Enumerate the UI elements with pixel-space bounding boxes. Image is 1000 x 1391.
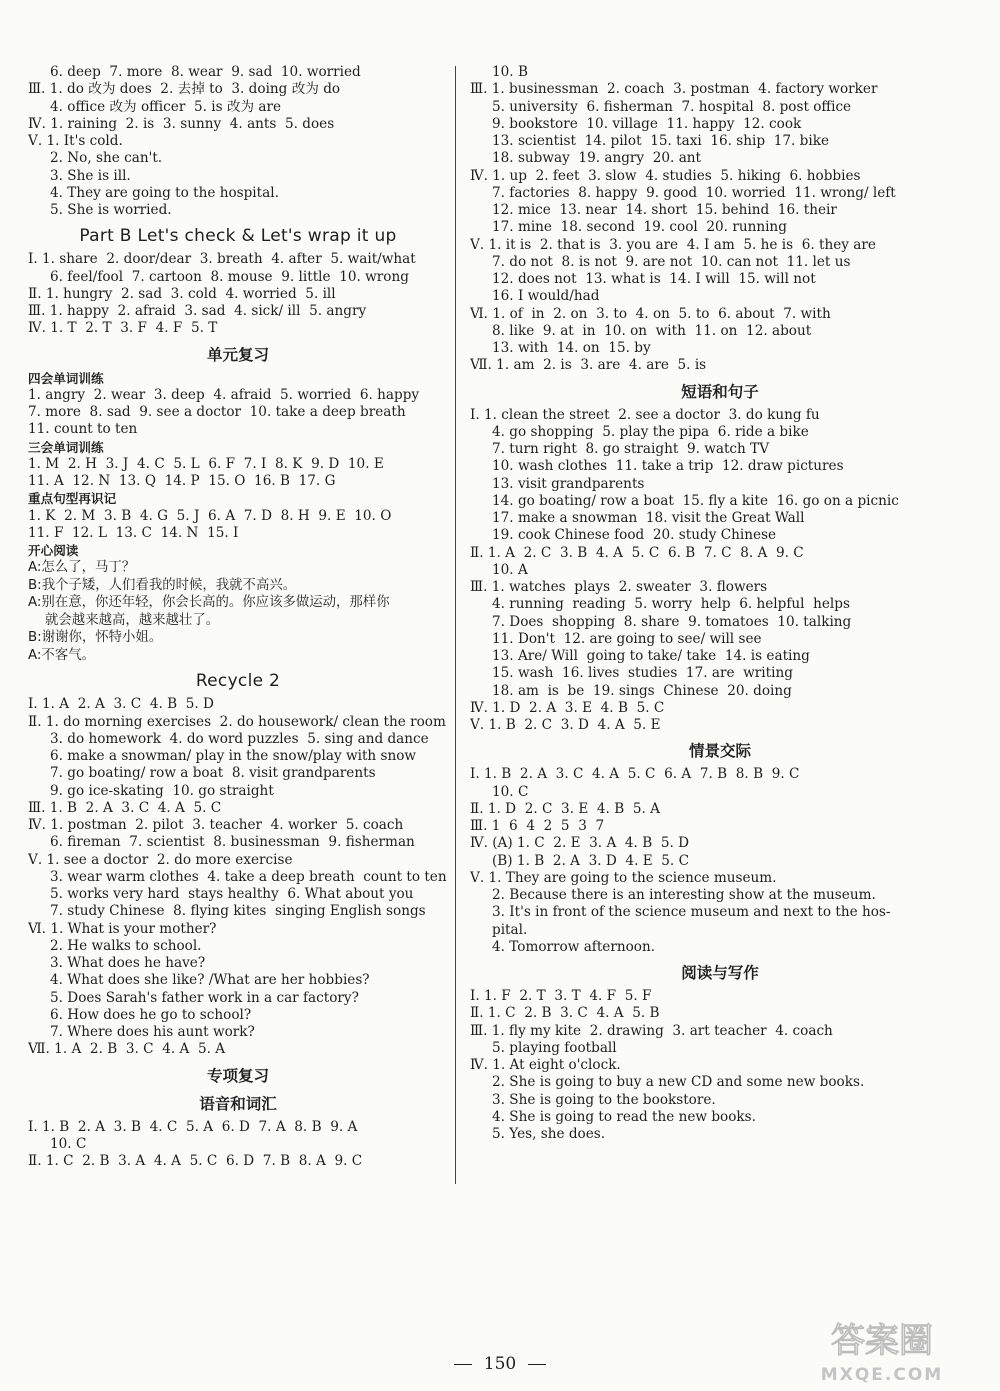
- answer-line: Ⅴ. 1. It's cold.: [28, 133, 123, 149]
- answer-line: 13. with 14. on 15. by: [492, 340, 651, 356]
- section-heading: 专项复习: [206, 1066, 269, 1085]
- answer-line: 7. Does shopping 8. share 9. tomatoes 10. talking: [492, 613, 852, 630]
- answer-line: Ⅴ. 1. B 2. C 3. D 4. A 5. E: [470, 717, 661, 733]
- section-heading: 阅读与写作: [681, 964, 759, 982]
- answer-line: 7. more 8. sad 9. see a doctor 10. take a deep breath: [28, 404, 406, 420]
- answer-line: Ⅴ. 1. They are going to the science museum.: [470, 869, 777, 886]
- answer-line: 3. do homework 4. do word puzzles 5. sing and dance: [50, 730, 429, 747]
- answer-line: Ⅳ. 1. up 2. feet 3. slow 4. studies 5. hiking 6. hobbies: [470, 167, 861, 184]
- answer-line: 3. What does he have?: [50, 955, 206, 971]
- answer-line: 6. make a snowman/ play in the snow/play with snow: [50, 748, 417, 764]
- answer-line: 18. subway 19. angry 20. ant: [492, 150, 702, 167]
- answer-line: 13. scientist 14. pilot 15. taxi 16. ship 17. bike: [492, 133, 829, 149]
- subsection-title: 重点句型再识记: [28, 491, 117, 507]
- answer-line: Ⅱ. 1. D 2. C 3. E 4. B 5. A: [470, 800, 660, 817]
- answer-line: 7. factories 8. happy 9. good 10. worried 11. wrong/ left: [492, 184, 896, 201]
- section-heading: 单元复习: [206, 345, 269, 364]
- answer-line: 8. like 9. at in 10. on with 11. on 12. about: [492, 322, 812, 339]
- answer-line: 10. C: [492, 783, 529, 800]
- answer-line: pital.: [492, 921, 528, 938]
- answer-line: 11. A 12. N 13. Q 14. P 15. O 16. B 17. G: [28, 473, 336, 489]
- answer-line: 7. Where does his aunt work?: [50, 1024, 255, 1040]
- answer-line: 3. wear warm clothes 4. take a deep breath count to ten: [50, 868, 447, 885]
- answer-line: 7. study Chinese 8. flying kites singing English songs: [50, 903, 426, 920]
- answer-line: Ⅲ. 1. watches plays 2. sweater 3. flowers: [470, 579, 768, 595]
- answer-line: 1. angry 2. wear 3. deep 4. afraid 5. worried 6. happy: [28, 386, 420, 403]
- answer-line: Ⅰ. 1. B 2. A 3. B 4. C 5. A 6. D 7. A 8. B 9. A: [28, 1118, 358, 1135]
- watermark-logo: [782, 1318, 982, 1386]
- answer-line: 6. deep 7. more 8. wear 9. sad 10. worried: [50, 64, 361, 80]
- answer-line: 5. She is worried.: [50, 202, 172, 218]
- answer-line: 6. feel/fool 7. cartoon 8. mouse 9. little 10. wrong: [50, 268, 409, 285]
- answer-line: 2. Because there is an interesting show at the museum.: [492, 887, 876, 903]
- answer-line: 1. M 2. H 3. J 4. C 5. L 6. F 7. I 8. K 9. D 10. E: [28, 455, 384, 472]
- answer-line: Ⅴ. 1. see a doctor 2. do more exercise: [28, 851, 293, 868]
- answer-line: 19. cook Chinese food 20. study Chinese: [492, 527, 777, 544]
- answer-line: Ⅲ. 1 6 4 2 5 3 7: [470, 818, 605, 834]
- translation-line: A:不客气。: [28, 647, 95, 663]
- answer-line: 11. Don't 12. are going to see/ will see: [492, 630, 762, 647]
- subsection-title: 四会单词训练: [28, 370, 104, 386]
- answer-line: 13. visit grandparents: [492, 475, 645, 492]
- answer-line: Ⅰ. 1. clean the street 2. see a doctor 3. do kung fu: [470, 406, 820, 423]
- answer-line: 4. What does she like? /What are her hobbies?: [50, 972, 370, 989]
- answer-line: Ⅲ. 1. businessman 2. coach 3. postman 4. factory worker: [470, 81, 878, 98]
- answer-line: 2. No, she can't.: [50, 150, 163, 167]
- answer-line: 17. make a snowman 18. visit the Great Wall: [492, 510, 805, 526]
- left-column: [28, 64, 448, 1170]
- section-heading: 情景交际: [688, 742, 751, 761]
- answer-line: 10. wash clothes 11. take a trip 12. draw pictures: [492, 458, 844, 475]
- answer-line: (B) 1. B 2. A 3. D 4. E 5. C: [492, 852, 689, 869]
- answer-line: 9. go ice-skating 10. go straight: [50, 782, 274, 799]
- section-heading: Recycle 2: [195, 671, 281, 692]
- answer-line: 6. fireman 7. scientist 8. businessman 9. fisherman: [50, 834, 415, 851]
- answer-line: Ⅶ. 1. A 2. B 3. C 4. A 5. A: [28, 1041, 226, 1058]
- subsection-title: 三会单词训练: [28, 439, 104, 455]
- section-heading: 短语和句子: [681, 382, 759, 401]
- answer-line: Ⅱ. 1. A 2. C 3. B 4. A 5. C 6. B 7. C 8. A 9. C: [470, 544, 804, 561]
- answer-line: 13. Are/ Will going to take/ take 14. is eating: [492, 648, 810, 664]
- answer-line: 3. It's in front of the science museum and next to the hos-: [492, 904, 891, 921]
- answer-line: Ⅰ. 1. A 2. A 3. C 4. B 5. D: [28, 696, 214, 713]
- answer-line: 7. do not 8. is not 9. are not 10. can not 11. let us: [492, 253, 851, 270]
- answer-line: Ⅳ. 1. raining 2. is 3. sunny 4. ants 5. does: [28, 115, 335, 132]
- answer-line: Ⅲ. 1. do 改为 does 2. 去掉 to 3. doing 改为 do: [28, 81, 341, 98]
- section-heading: 语音和词汇: [199, 1094, 277, 1113]
- answer-line: Ⅳ. (A) 1. C 2. E 3. A 4. B 5. D: [470, 835, 690, 852]
- answer-line: 7. turn right 8. go straight 9. watch TV: [492, 441, 770, 457]
- answer-line: 1. K 2. M 3. B 4. G 5. J 6. A 7. D 8. H 9. E 10. O: [28, 507, 392, 524]
- answer-line: 5. Yes, she does.: [492, 1126, 606, 1142]
- answer-line: Ⅴ. 1. it is 2. that is 3. you are 4. I am 5. he is 6. they are: [470, 236, 876, 253]
- answer-line: 4. go shopping 5. play the pipa 6. ride a bike: [492, 423, 809, 440]
- page-number: 150: [400, 1354, 600, 1374]
- answer-line: 5. university 6. fisherman 7. hospital 8. post office: [492, 98, 852, 115]
- answer-line: 10. C: [50, 1135, 87, 1152]
- answer-line: Ⅳ. 1. D 2. A 3. E 4. B 5. C: [470, 699, 665, 716]
- answer-line: Ⅳ. 1. T 2. T 3. F 4. F 5. T: [28, 320, 218, 337]
- answer-line: 2. She is going to buy a new CD and some new books.: [492, 1074, 865, 1091]
- right-column: [470, 64, 970, 1143]
- answer-line: 4. Tomorrow afternoon.: [492, 938, 656, 955]
- answer-line: 9. bookstore 10. village 11. happy 12. cook: [492, 115, 802, 132]
- subsection-title: 开心阅读: [28, 543, 79, 558]
- answer-line: 17. mine 18. second 19. cool 20. running: [492, 219, 787, 236]
- answer-line: 10. B: [492, 64, 528, 80]
- answer-line: Ⅱ. 1. do morning exercises 2. do housework/ clean the room: [28, 713, 446, 730]
- answer-line: Ⅲ. 1. fly my kite 2. drawing 3. art teacher 4. coach: [470, 1022, 833, 1039]
- answer-line: 5. playing football: [492, 1039, 617, 1056]
- translation-line: B:谢谢你，怀特小姐。: [28, 630, 163, 646]
- answer-line: 4. They are going to the hospital.: [50, 184, 279, 201]
- answer-line: 12. mice 13. near 14. short 15. behind 16. their: [492, 202, 837, 218]
- answer-line: Ⅲ. 1. happy 2. afraid 3. sad 4. sick/ ill 5. angry: [28, 303, 367, 319]
- answer-line: Ⅵ. 1. What is your mother?: [28, 920, 217, 937]
- answer-line: 4. She is going to read the new books.: [492, 1108, 756, 1125]
- answer-line: 14. go boating/ row a boat 15. fly a kite 16. go on a picnic: [492, 492, 899, 509]
- answer-line: Ⅰ. 1. B 2. A 3. C 4. A 5. C 6. A 7. B 8. B 9. C: [470, 766, 800, 783]
- answer-line: Ⅱ. 1. C 2. B 3. C 4. A 5. B: [470, 1005, 660, 1022]
- translation-line: 就会越来越高，越来越壮了。: [28, 612, 220, 628]
- answer-line: Ⅰ. 1. F 2. T 3. T 4. F 5. F: [470, 988, 652, 1004]
- answer-line: Ⅶ. 1. am 2. is 3. are 4. are 5. is: [470, 357, 707, 374]
- answer-line: 6. How does he go to school?: [50, 1006, 252, 1023]
- watermark-chars: 答案圈: [831, 1321, 933, 1361]
- answer-line: 3. She is ill.: [50, 167, 131, 184]
- translation-line: A:别在意，你还年轻，你会长高的。你应该多做运动，那样你: [28, 595, 390, 611]
- answer-line: 4. running reading 5. worry help 6. helpful helps: [492, 596, 850, 613]
- answer-line: 15. wash 16. lives studies 17. are writing: [492, 665, 793, 682]
- answer-line: 16. I would/had: [492, 288, 600, 305]
- watermark-url: MXQE.COM: [820, 1365, 944, 1385]
- answer-line: 11. count to ten: [28, 421, 138, 438]
- answer-line: Ⅱ. 1. C 2. B 3. A 4. A 5. C 6. D 7. B 8. A 9. C: [28, 1153, 363, 1169]
- answer-line: 10. A: [492, 561, 528, 578]
- answer-line: 5. Does Sarah's father work in a car factory?: [50, 989, 359, 1006]
- answer-line: 18. am is be 19. sings Chinese 20. doing: [492, 682, 792, 699]
- column-divider: [455, 66, 456, 1184]
- translation-line: B:我个子矮，人们看我的时候，我就不高兴。: [28, 577, 297, 593]
- answer-line: 2. He walks to school.: [50, 937, 202, 954]
- answer-line: Ⅰ. 1. share 2. door/dear 3. breath 4. after 5. wait/what: [28, 251, 416, 268]
- answer-line: 7. go boating/ row a boat 8. visit grandparents: [50, 765, 376, 782]
- answer-line: 3. She is going to the bookstore.: [492, 1091, 716, 1108]
- answer-line: 5. works very hard stays healthy 6. What about you: [50, 886, 414, 902]
- answer-line: Ⅵ. 1. of in 2. on 3. to 4. on 5. to 6. about 7. with: [470, 305, 831, 322]
- translation-line: A:怎么了，马丁？: [28, 560, 136, 576]
- answer-line: Ⅳ. 1. postman 2. pilot 3. teacher 4. worker 5. coach: [28, 817, 404, 833]
- answer-line: Ⅱ. 1. hungry 2. sad 3. cold 4. worried 5. ill: [28, 285, 336, 302]
- answer-line: 4. office 改为 officer 5. is 改为 are: [50, 98, 282, 115]
- answer-line: 12. does not 13. what is 14. I will 15. will not: [492, 271, 816, 287]
- answer-line: Ⅲ. 1. B 2. A 3. C 4. A 5. C: [28, 799, 222, 816]
- answer-line: Ⅳ. 1. At eight o'clock.: [470, 1057, 621, 1073]
- section-heading: Part B Let's check & Let's wrap it up: [79, 226, 397, 247]
- answer-line: 11. F 12. L 13. C 14. N 15. I: [28, 524, 239, 541]
